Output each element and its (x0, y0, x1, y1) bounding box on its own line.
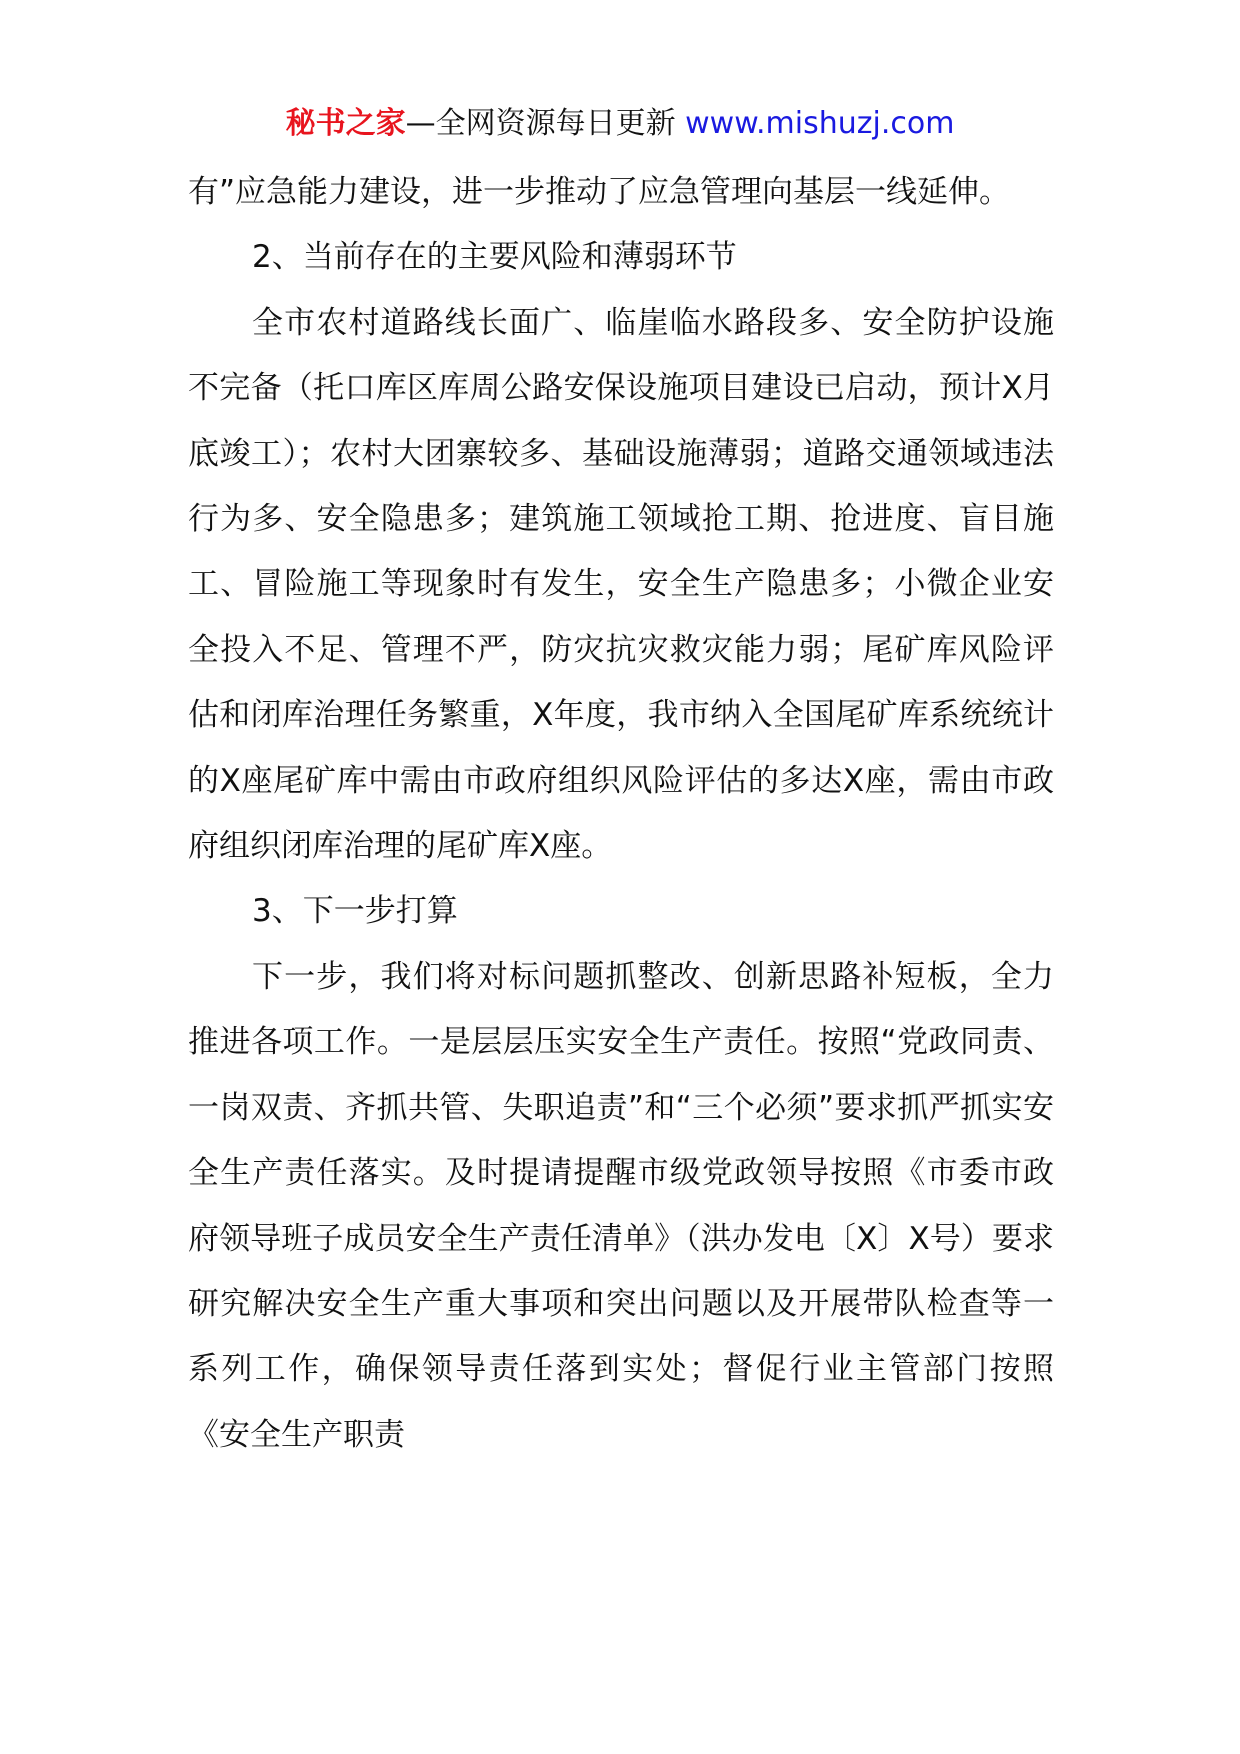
site-brand: 秘书之家 (285, 106, 406, 141)
section-heading-next-steps: 3、下一步打算 (252, 893, 458, 930)
document-body (188, 160, 1054, 1468)
paragraph-risks: 全市农村道路线长面广、临崖临水路段多、安全防护设施不完备（托口库区库周公路安保设施项目建设已启动，预计X月底竣工）；农村大团寨较多、基础设施薄弱；道路交通领域违法行为多、安全隐患多；建筑施工领域抢工期、抢进度、盲目施工、冒险施工等现象时有发生，安全生产隐患多；小微企业安全投入不足、管理不严，防灾抗灾救灾能力弱；尾矿库风险评估和闭库治理任务繁重，X年度，我市纳入全国尾矿库系统统计的X座尾矿库中需由市政府组织风险评估的多达X座，需由市政府组织闭库治理的尾矿库X座。 (188, 304, 1054, 865)
site-tagline: —全网资源每日更新 (405, 106, 686, 141)
site-header (0, 98, 1240, 150)
paragraph-continuation: 有”应急能力建设，进一步推动了应急管理向基层一线延伸。 (188, 174, 1011, 210)
section-heading-risks: 2、当前存在的主要风险和薄弱环节 (252, 239, 737, 276)
site-url-link[interactable]: www.mishuzj.com (685, 106, 955, 141)
paragraph-next-steps: 下一步，我们将对标问题抓整改、创新思路补短板，全力推进各项工作。一是层层压实安全生产责任。按照“党政同责、一岗双责、齐抓共管、失职追责”和“三个必须”要求抓严抓实安全生产责任落实。及时提请提醒市级党政领导按照《市委市政府领导班子成员安全生产责任清单》（洪办发电〔X〕X号）要求研究解决安全生产重大事项和突出问题以及开展带队检查等一系列工作，确保领导责任落到实处；督促行业主管部门按照《安全生产职责 (188, 958, 1054, 1453)
